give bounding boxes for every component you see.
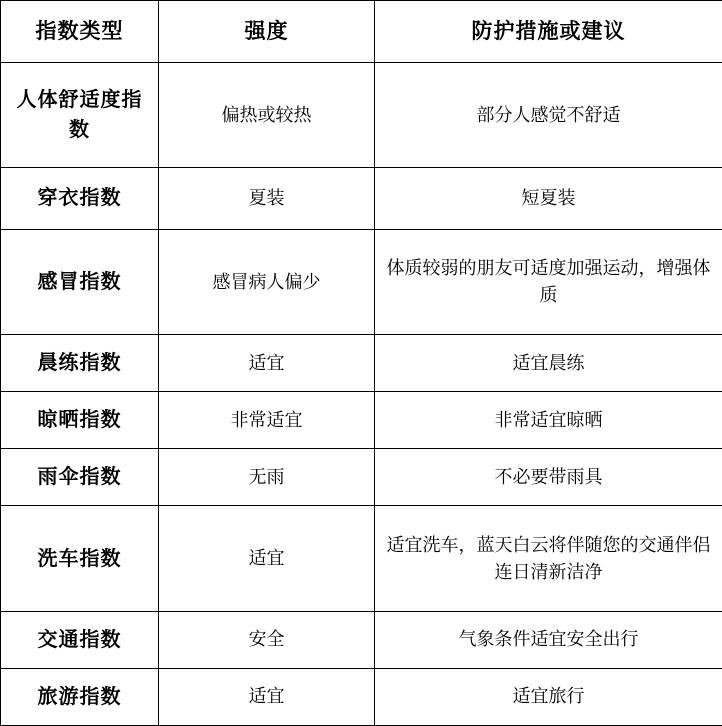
cell-index-type: 穿衣指数: [1, 167, 159, 229]
table-row: [1, 668, 722, 725]
cell-advice: 短夏装: [375, 167, 722, 229]
table-row: [1, 63, 722, 167]
cell-index-type: 人体舒适度指数: [1, 63, 159, 167]
cell-index-type: 洗车指数: [1, 506, 159, 611]
cell-advice: 部分人感觉不舒适: [375, 63, 722, 167]
cell-level: 无雨: [159, 449, 375, 506]
cell-level: 偏热或较热: [159, 63, 375, 167]
cell-advice: 适宜晨练: [375, 335, 722, 392]
table-row: [1, 611, 722, 668]
cell-index-type: 晨练指数: [1, 335, 159, 392]
cell-advice: 非常适宜晾晒: [375, 392, 722, 449]
cell-advice: 不必要带雨具: [375, 449, 722, 506]
table-row: [1, 230, 722, 335]
cell-level: 感冒病人偏少: [159, 230, 375, 335]
cell-advice: 适宜洗车，蓝天白云将伴随您的交通伴侣连日清新洁净: [375, 506, 722, 611]
column-header-level: 强度: [159, 1, 375, 63]
cell-advice: 适宜旅行: [375, 668, 722, 725]
table-row: [1, 449, 722, 506]
table-row: [1, 506, 722, 611]
cell-level: 非常适宜: [159, 392, 375, 449]
cell-index-type: 雨伞指数: [1, 449, 159, 506]
table-header-row: [1, 1, 722, 63]
column-header-index-type: 指数类型: [1, 1, 159, 63]
column-header-advice: 防护措施或建议: [375, 1, 722, 63]
cell-level: 安全: [159, 611, 375, 668]
cell-index-type: 晾晒指数: [1, 392, 159, 449]
cell-level: 适宜: [159, 668, 375, 725]
table-row: [1, 167, 722, 229]
cell-level: 夏装: [159, 167, 375, 229]
cell-index-type: 旅游指数: [1, 668, 159, 725]
cell-advice: 体质较弱的朋友可适度加强运动，增强体质: [375, 230, 722, 335]
cell-level: 适宜: [159, 506, 375, 611]
cell-level: 适宜: [159, 335, 375, 392]
cell-index-type: 交通指数: [1, 611, 159, 668]
table-row: [1, 335, 722, 392]
cell-index-type: 感冒指数: [1, 230, 159, 335]
cell-advice: 气象条件适宜安全出行: [375, 611, 722, 668]
table-row: [1, 392, 722, 449]
